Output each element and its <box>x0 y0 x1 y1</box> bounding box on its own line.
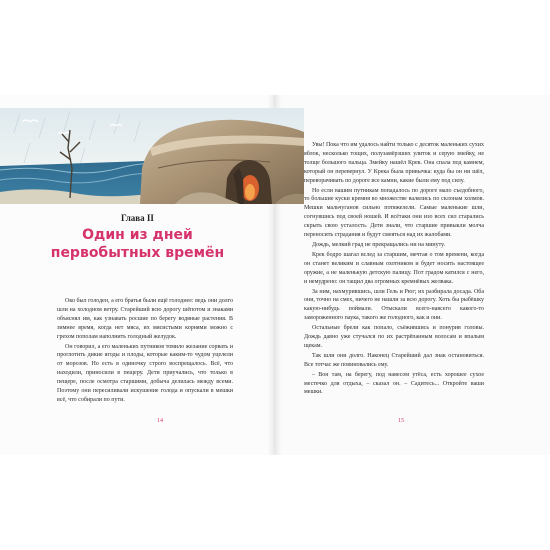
paragraph: Крек бодро шагал вслед за старшим, мечтая о том времени, когда он станет великим и славным охотником и будет носить настоящее оружие, а не маленькую детскую палицу. Пот градом катился с него, и немудрено: он тащил два огромных кремнёвых желвака. <box>304 251 484 285</box>
paragraph: Но если вашим путникам попадалось по дороге мало съедобного, то большие куски кремня во множестве валялись по склонам холмов. Мешки мальчуганов сильно потяжелели. Самые маленькие шли, согнувшись под своей ношей. И всётаки они изо всех сил старались скрыть свою усталость. Дети знали, что старшие привыкли молча переносить страдания и будут смеяться над их жалобами. <box>304 187 484 239</box>
page-number-left: 14 <box>157 418 163 424</box>
paragraph: Остальные брели как попало, съёжившись и понурив головы. Дождь давно уже стучался по их растрёпанным волосам и впалым щекам. <box>304 325 484 349</box>
paragraph: Так шли они долго. Наконец Старейший дал знак остановиться. Все тотчас же повиновались ему. <box>304 352 484 368</box>
chapter-title-line2: первобытных времён <box>50 245 225 261</box>
page-number-right: 15 <box>398 418 404 424</box>
paragraph: – Вон там, на берегу, под навесом утёса, есть хорошее сухое местечко для отдыха, – сказал он. – Садитесь... Откройте ваши мешки. <box>304 371 484 396</box>
chapter-illustration <box>0 108 304 204</box>
paragraph: Око был голоден, а его братья были ещё голоднее: ведь они долго шли на холодном ветру. Старейший всю дорогу шёпотом и знаками объяснял им, как узнавать росшие по берегу водяные растения. В зимнее время, когда нет мяса, их мясистыми корнями можно с грехом пополам наполнить голодный желудок. <box>57 298 233 340</box>
right-page-text <box>304 141 484 398</box>
illustration-art <box>0 108 304 204</box>
chapter-title-line1: Один из дней <box>82 227 193 243</box>
chapter-title <box>10 226 265 262</box>
paragraph: Увы! Пока что им удалось найти только с десяток маленьких сухих яблок, несколько тощих, полузамёрзших улиток и серую змейку, не толще большого пальца. Змейку нашёл Крек. Она спала под камнем, который он перевернул. У Крека была привычка: куда бы он ни шёл, переворачивать по дороге все камни, какие были ему под силу. <box>304 142 484 184</box>
paragraph: За ним, нахмурившись, шли Гель и Рюг; их разбирала досада. Оба они, точно на смех, ничего не нашли за всю дорогу. Хоть бы рыбёшку какую-нибудь поймали. Отыскали всего-навсего какого-то замороженного паука, такого же голодного, как и они. <box>304 288 484 322</box>
paragraph: Дождь, мелкий град не прекращались ни на минуту. <box>312 241 446 248</box>
paragraph: Он говорил, а его маленьких путников томило желание сорвать и проглотить дикие ягоды и плоды, которые каким-то чудом уцелели от морозов. Но есть в одиночку строго воспрещалось. Всё, что находили, приносили в пещеру. Дети приучались, что только в пещере, после осмотра старшими, добыча делилась между всеми. Поэтому они пересиливали искушение голода и опускали в мешки всё, что собирали по пути. <box>57 343 233 403</box>
chapter-number: Глава II <box>121 213 154 223</box>
left-page-text <box>57 297 233 406</box>
